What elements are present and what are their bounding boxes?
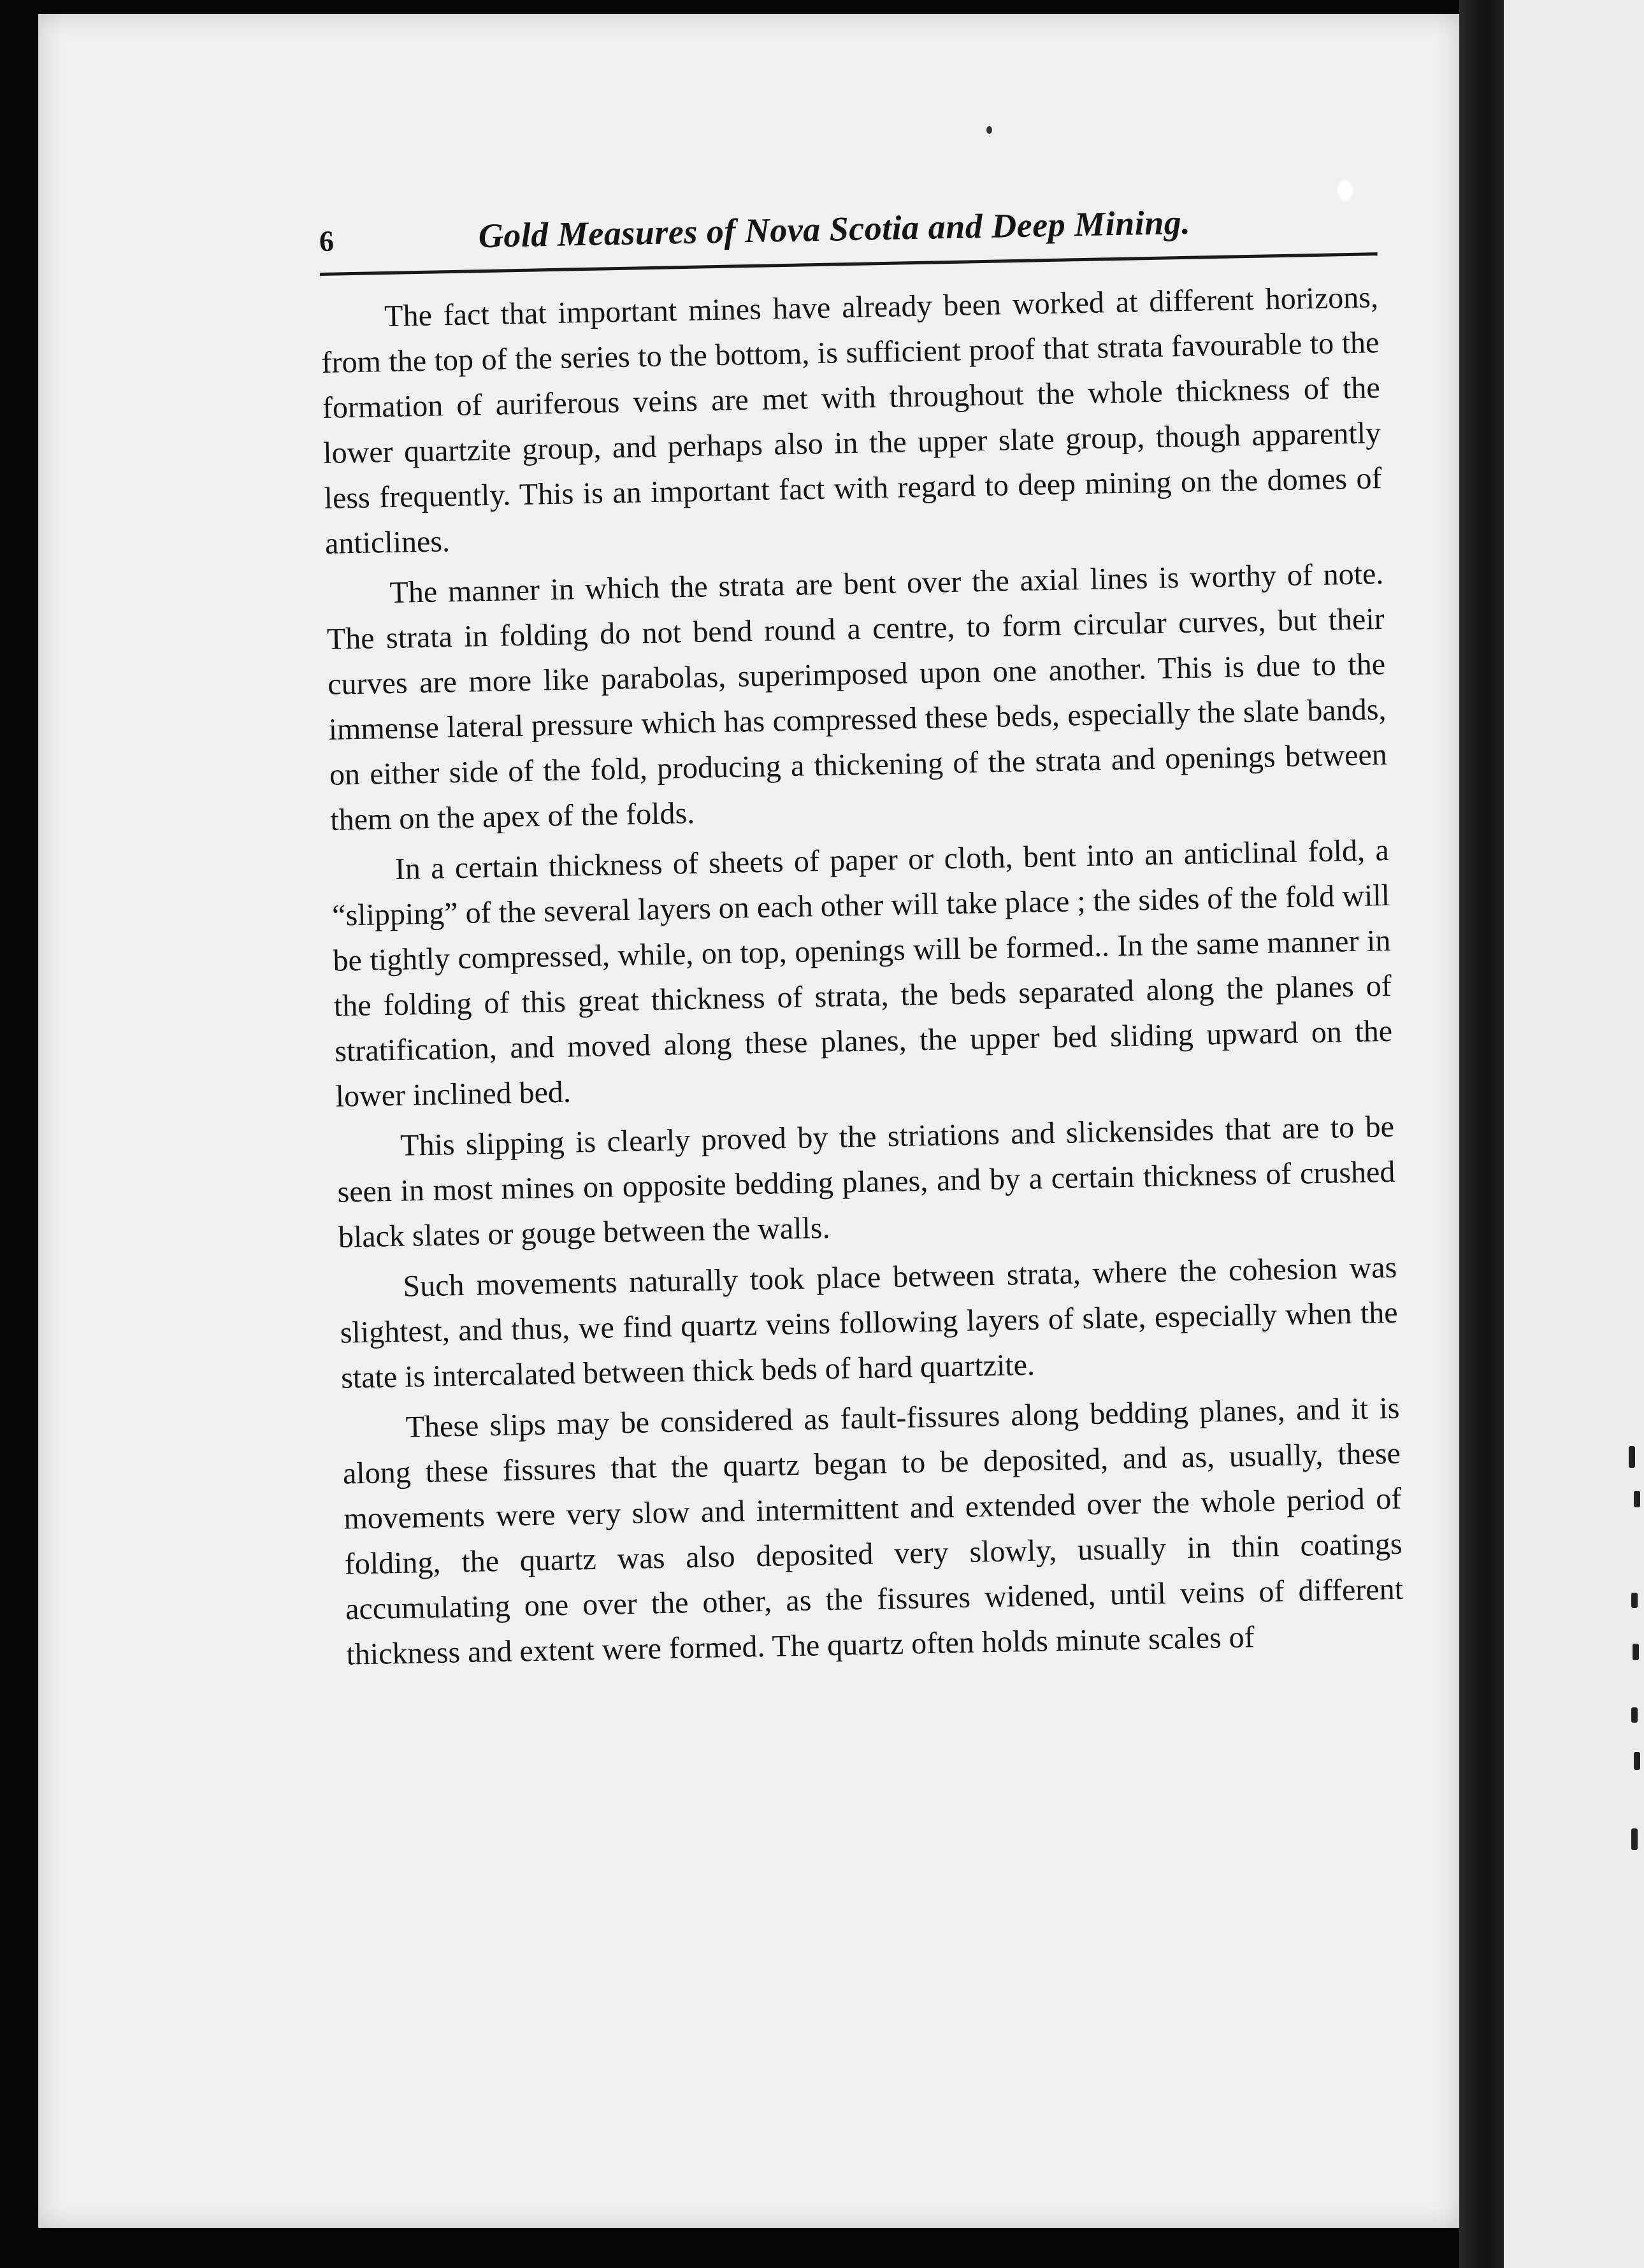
facing-page-edge — [1504, 0, 1644, 2268]
page-gutter-shadow — [1459, 0, 1504, 2268]
facing-page-glyph — [1631, 1828, 1638, 1850]
paragraph: These slips may be considered as fault-fissures along bedding planes, and it is along these fissures that the quartz began to be deposited, and as, usually, these movements were very slow and intermittent and extended over the whole period of folding, the quartz was also deposited very slowly, usually in thin coatings accumulating one over the other, as the fissures widened, until veins of different thickness and extent were formed. The quartz often holds minute scales of — [342, 1391, 1404, 1672]
facing-page-glyph — [1634, 1752, 1640, 1770]
paragraph: The manner in which the strata are bent over the axial lines is worthy of note. The strata in folding do not bend round a centre, to form circular curves, but their curves are more like parabolas, superimposed upon one another. This is due to the immense lateral pressure which has compressed these beds, especially the slate bands, on either side of the fold, producing a thickening of the strata and openings between them on the apex of the folds. — [326, 557, 1388, 837]
facing-page-glyph — [1631, 1593, 1638, 1608]
page-content — [319, 190, 1404, 1682]
facing-page-glyph — [1633, 1644, 1639, 1660]
facing-page-glyph — [1634, 1491, 1640, 1507]
paragraph: In a certain thickness of sheets of paper or cloth, bent into an anticlinal fold, a “slipping” of the several layers on each other will take place ; the sides of the fold will be tightly compressed, while, on top, openings will be formed.. In the same manner in the folding of this great thickness of strata, the beds separated along the planes of stratification, and moved along these planes, the upper bed sliding upward on the lower inclined bed. — [331, 833, 1393, 1114]
paragraph: Such movements naturally took place between strata, where the cohesion was slightest, and thus, we find quartz veins following layers of slate, especially when the state is intercalated between thick beds of hard quartzite. — [340, 1250, 1399, 1395]
facing-page-glyph — [1629, 1446, 1635, 1468]
page-number: 6 — [319, 224, 335, 257]
ink-speck — [986, 126, 992, 134]
facing-page-glyph — [1631, 1707, 1638, 1723]
running-head: Gold Measures of Nova Scotia and Deep Mining. — [478, 203, 1191, 255]
paragraph: This slipping is clearly proved by the striations and slickensides that are to be seen in most mines on opposite bedding planes, and by a certain thickness of crushed black slates or gouge between the walls. — [337, 1109, 1395, 1254]
paragraph: The fact that important mines have already been worked at different horizons, from the top of the series to the bottom, is sufficient proof that strata favourable to the formation of auriferous veins are met with throughout the whole thickness of the lower quartzite group, and perhaps also in the upper slate group, though apparently less frequently. This is an important fact with regard to deep mining on the domes of anticlines. — [321, 280, 1382, 561]
body-text — [321, 275, 1404, 1677]
